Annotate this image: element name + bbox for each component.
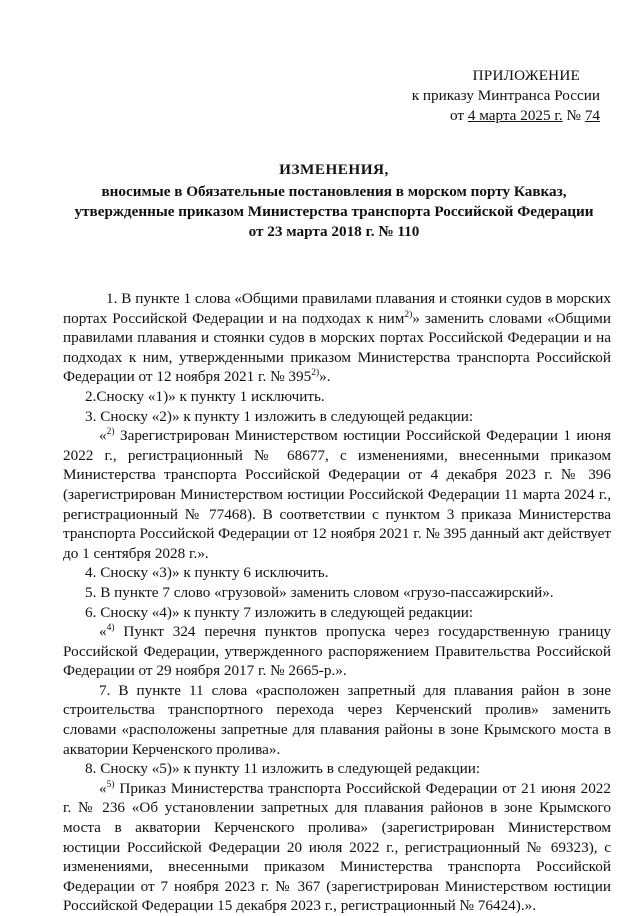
appendix-date: 4 марта 2025 г. — [467, 107, 563, 124]
paragraph-8: «$^{4)}$ Пункт 324 перечня пунктов пропуска через государственную границу Российской Федерации, утвержденного распоряжением Правительства Российской Федерации от 29 ноября 2017 г. № 2665-р.». — [63, 623, 611, 680]
paragraph-7: 6. Сноску «4)» к пункту 7 изложить в следующей редакции: — [85, 603, 474, 621]
document-body — [63, 289, 611, 916]
appendix-date-prefix: от — [450, 107, 465, 124]
paragraph-4: «$^{2)}$ Зарегистрирован Министерством юстиции Российской Федерации 1 июня 2022 г., регистрационный № 68677, с изменениями, внесенными приказом Министерства транспорта Российской Федерации от 4 декабря 2023 г. № 396 (зарегистрирован Министерством юстиции Российской Федерации 11 марта 2024 г., регистрационный № 77468). В соответствии с пунктом 3 приказа Министерства транспорта Российской Федерации от 12 ноября 2021 г. № 395 данный акт действует до 1 сентября 2028 г.». — [63, 427, 611, 562]
appendix-title: ПРИЛОЖЕНИЕ — [472, 67, 580, 84]
paragraph-11: «$^{5)}$ Приказ Министерства транспорта Российской Федерации от 21 июня 2022 г. № 236 «Об установлении запретных для плавания районов в зоне Крымского моста в акватории Керченского пролива» (зарегистрирован Министерством юстиции Российской Федерации 20 июля 2022 г., регистрационный № 69323), с изменениями, внесенными приказом Министерства транспорта Российской Федерации от 7 ноября 2023 г. № 367 (зарегистрирован Министерством юстиции Российской Федерации 15 декабря 2023 г., регистрационный № 76424).». — [63, 779, 611, 915]
appendix-order-line: к приказу Минтранса России — [411, 87, 600, 104]
heading-line-1: вносимые в Обязательные постановления в морском порту Кавказ, — [101, 183, 567, 200]
heading-line-2: утвержденные приказом Министерства транспорта Российской Федерации — [74, 203, 594, 220]
heading-title: ИЗМЕНЕНИЯ, — [279, 161, 389, 178]
paragraph-1: 1. В пункте 1 слова «Общими правилами плавания и стоянки судов в морских портах Российской Федерации и на подходах к ним$^{2)}$» заменить словами «Общими правилами плавания и стоянки судов в морских портах Российской Федерации и на подходах к ним, утвержденными приказом Министерства транспорта Российской Федерации от 12 ноября 2021 г. № 395$^{2)}$». — [63, 290, 611, 386]
document-heading — [60, 160, 608, 242]
paragraph-9: 7. В пункте 11 слова «расположен запретный для плавания район в зоне строительства транспортного перехода через Керченский пролив» заменить словами «расположены запретные для плавания районы в зоне Крымского моста в акватории Керченского пролива». — [63, 681, 611, 758]
paragraph-10: 8. Сноску «5)» к пункту 11 изложить в следующей редакции: — [85, 760, 481, 778]
appendix-block — [360, 66, 600, 126]
paragraph-2: 2.Сноску «1)» к пункту 1 исключить. — [85, 387, 325, 405]
appendix-number: 74 — [584, 107, 600, 124]
appendix-date-line — [360, 106, 600, 126]
heading-line-3: от 23 марта 2018 г. № 110 — [248, 223, 420, 240]
appendix-number-prefix: № — [566, 107, 582, 124]
paragraph-3: 3. Сноску «2)» к пункту 1 изложить в следующей редакции: — [85, 407, 474, 425]
paragraph-5: 4. Сноску «3)» к пункту 6 исключить. — [85, 564, 329, 582]
paragraph-6: 5. В пункте 7 слово «грузовой» заменить словом «грузо-пассажирский». — [85, 583, 554, 601]
